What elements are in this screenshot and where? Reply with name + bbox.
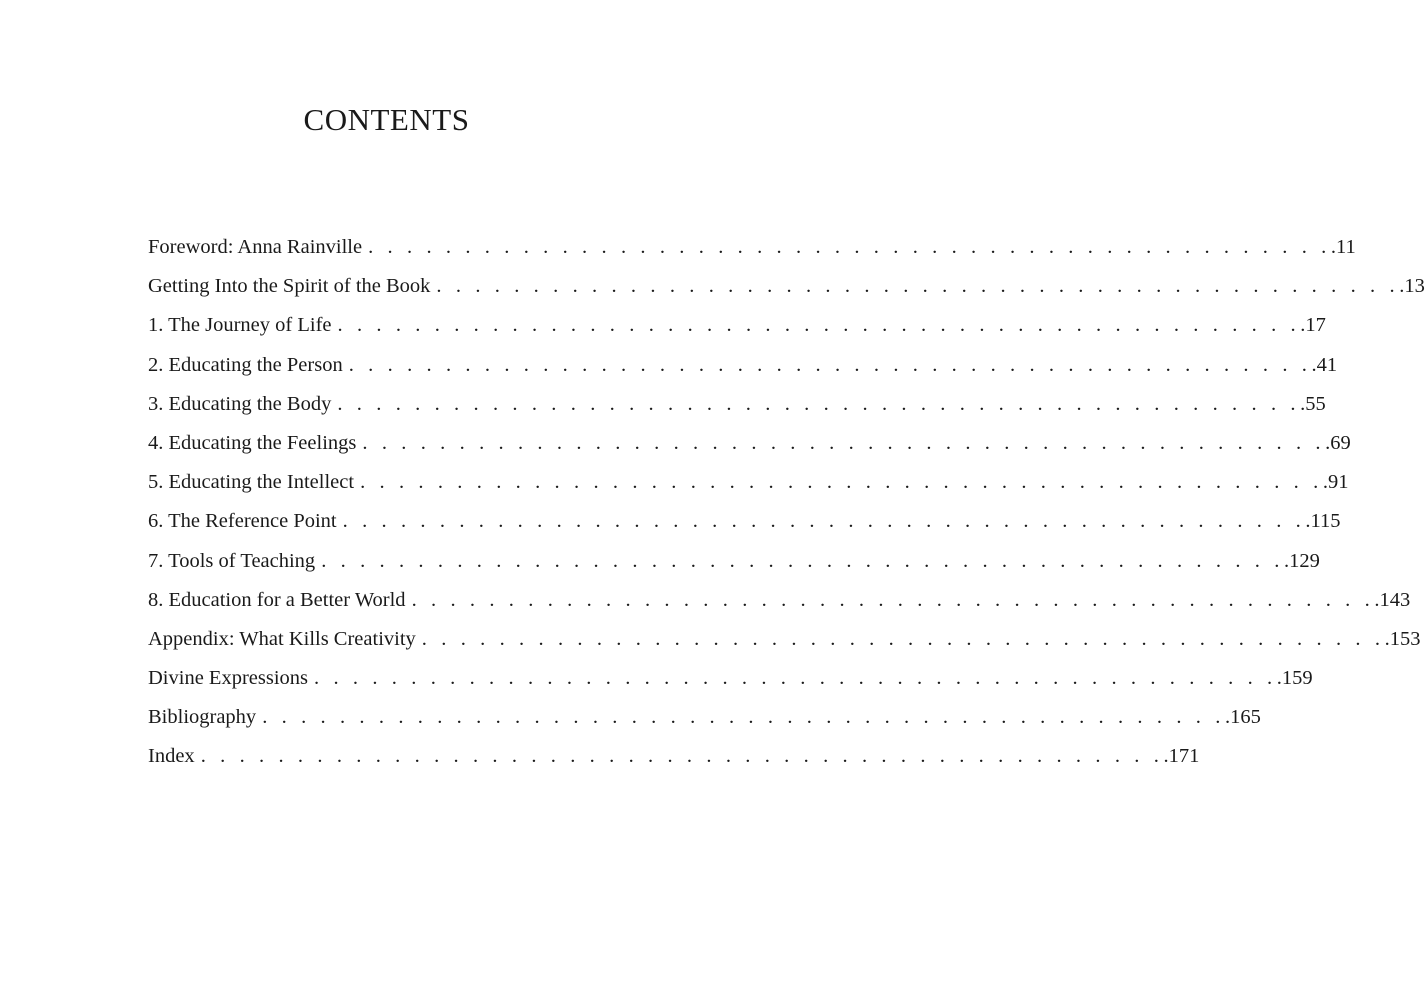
dot-leader: . . . . . . . . . . . . . . . . . . . . . . . . . . . . . . . . . . . . . . . . . . . . . . . . . .: [362, 431, 1326, 454]
toc-entry-title: 6. The Reference Point: [148, 510, 337, 533]
toc-entry-page: .69: [1325, 431, 1351, 454]
toc-entry-title: Divine Expressions: [148, 667, 308, 690]
dot-leader: . . . . . . . . . . . . . . . . . . . . . . . . . . . . . . . . . . . . . . . . . . . . . . . . . .: [342, 510, 1306, 533]
toc-entry-page: .115: [1305, 510, 1341, 533]
toc-entry-title: 4. Educating the Feelings: [148, 431, 357, 454]
toc-entry-page: .165: [1224, 706, 1261, 729]
toc-entry-chapter-6[interactable]: [148, 502, 1341, 541]
toc-entry-title: 8. Education for a Better World: [148, 588, 406, 611]
toc-entry-title: Foreword: Anna Rainville: [148, 236, 363, 258]
toc-entry-page: .91: [1322, 471, 1349, 494]
toc-entry-title: Getting Into the Spirit of the Book: [148, 275, 431, 298]
dot-leader: . . . . . . . . . . . . . . . . . . . . . . . . . . . . . . . . . . . . . . . . . . . . . . . . . .: [200, 745, 1164, 768]
toc-entry-title: 2. Educating the Person: [148, 353, 343, 376]
toc-entry-chapter-3[interactable]: [148, 385, 1326, 424]
toc-entry-chapter-5[interactable]: [148, 463, 1349, 502]
toc-entry-page: .17: [1300, 314, 1326, 337]
toc-entry-title: Index: [148, 745, 195, 768]
dot-leader: . . . . . . . . . . . . . . . . . . . . . . . . . . . . . . . . . . . . . . . . . . . . . . . . . .: [348, 353, 1312, 376]
toc-entry-title: 5. Educating the Intellect: [148, 471, 355, 494]
toc-entry-page: .153: [1384, 627, 1421, 650]
toc-entry-page: .171: [1163, 745, 1200, 768]
toc-entry-page: .159: [1276, 667, 1313, 690]
toc-entry-page: .143: [1374, 588, 1411, 611]
dot-leader: . . . . . . . . . . . . . . . . . . . . . . . . . . . . . . . . . . . . . . . . . . . . . . . . . .: [337, 314, 1301, 337]
table-of-contents: [148, 228, 1425, 777]
dot-leader: . . . . . . . . . . . . . . . . . . . . . . . . . . . . . . . . . . . . . . . . . . . . . . . . . .: [360, 471, 1323, 494]
toc-entry-appendix[interactable]: [148, 620, 1421, 659]
toc-entry-page: .41: [1311, 353, 1338, 376]
toc-entry-title: 3. Educating the Body: [148, 392, 332, 415]
dot-leader: . . . . . . . . . . . . . . . . . . . . . . . . . . . . . . . . . . . . . . . . . . . . . . . . . .: [421, 627, 1385, 650]
toc-entry-title: Bibliography: [148, 706, 257, 729]
toc-entry-page: .11: [1330, 236, 1356, 258]
toc-entry-chapter-8[interactable]: [148, 581, 1411, 620]
dot-leader: . . . . . . . . . . . . . . . . . . . . . . . . . . . . . . . . . . . . . . . . . . . . . . . . . .: [436, 275, 1400, 298]
toc-entry-bibliography[interactable]: [148, 698, 1261, 737]
toc-entry-chapter-7[interactable]: [148, 542, 1320, 581]
toc-entry-title: 7. Tools of Teaching: [148, 549, 316, 572]
dot-leader: . . . . . . . . . . . . . . . . . . . . . . . . . . . . . . . . . . . . . . . . . . . . . . . . . .: [262, 706, 1225, 729]
toc-entry-divine-expressions[interactable]: [148, 659, 1313, 698]
toc-entry-chapter-1[interactable]: [148, 306, 1326, 345]
dot-leader: . . . . . . . . . . . . . . . . . . . . . . . . . . . . . . . . . . . . . . . . . . . . . . . . . .: [337, 392, 1301, 415]
page-title: CONTENTS: [303, 102, 470, 137]
toc-entry-index[interactable]: [148, 737, 1200, 776]
toc-entry-page: .55: [1300, 392, 1326, 415]
toc-entry-foreword[interactable]: [148, 228, 1356, 267]
toc-entry-getting-into-the-spirit[interactable]: [148, 267, 1425, 306]
dot-leader: . . . . . . . . . . . . . . . . . . . . . . . . . . . . . . . . . . . . . . . . . . . . . . . . . .: [321, 549, 1284, 572]
dot-leader: . . . . . . . . . . . . . . . . . . . . . . . . . . . . . . . . . . . . . . . . . . . . . . . . . .: [368, 236, 1331, 258]
toc-entry-title: 1. The Journey of Life: [148, 314, 332, 337]
toc-entry-page: .129: [1283, 549, 1320, 572]
dot-leader: . . . . . . . . . . . . . . . . . . . . . . . . . . . . . . . . . . . . . . . . . . . . . . . . . .: [411, 588, 1375, 611]
toc-entry-title: Appendix: What Kills Creativity: [148, 627, 416, 650]
dot-leader: . . . . . . . . . . . . . . . . . . . . . . . . . . . . . . . . . . . . . . . . . . . . . . . . . .: [314, 667, 1277, 690]
toc-entry-chapter-2[interactable]: [148, 346, 1338, 385]
toc-entry-page: .13: [1399, 275, 1425, 298]
toc-entry-chapter-4[interactable]: [148, 424, 1351, 463]
